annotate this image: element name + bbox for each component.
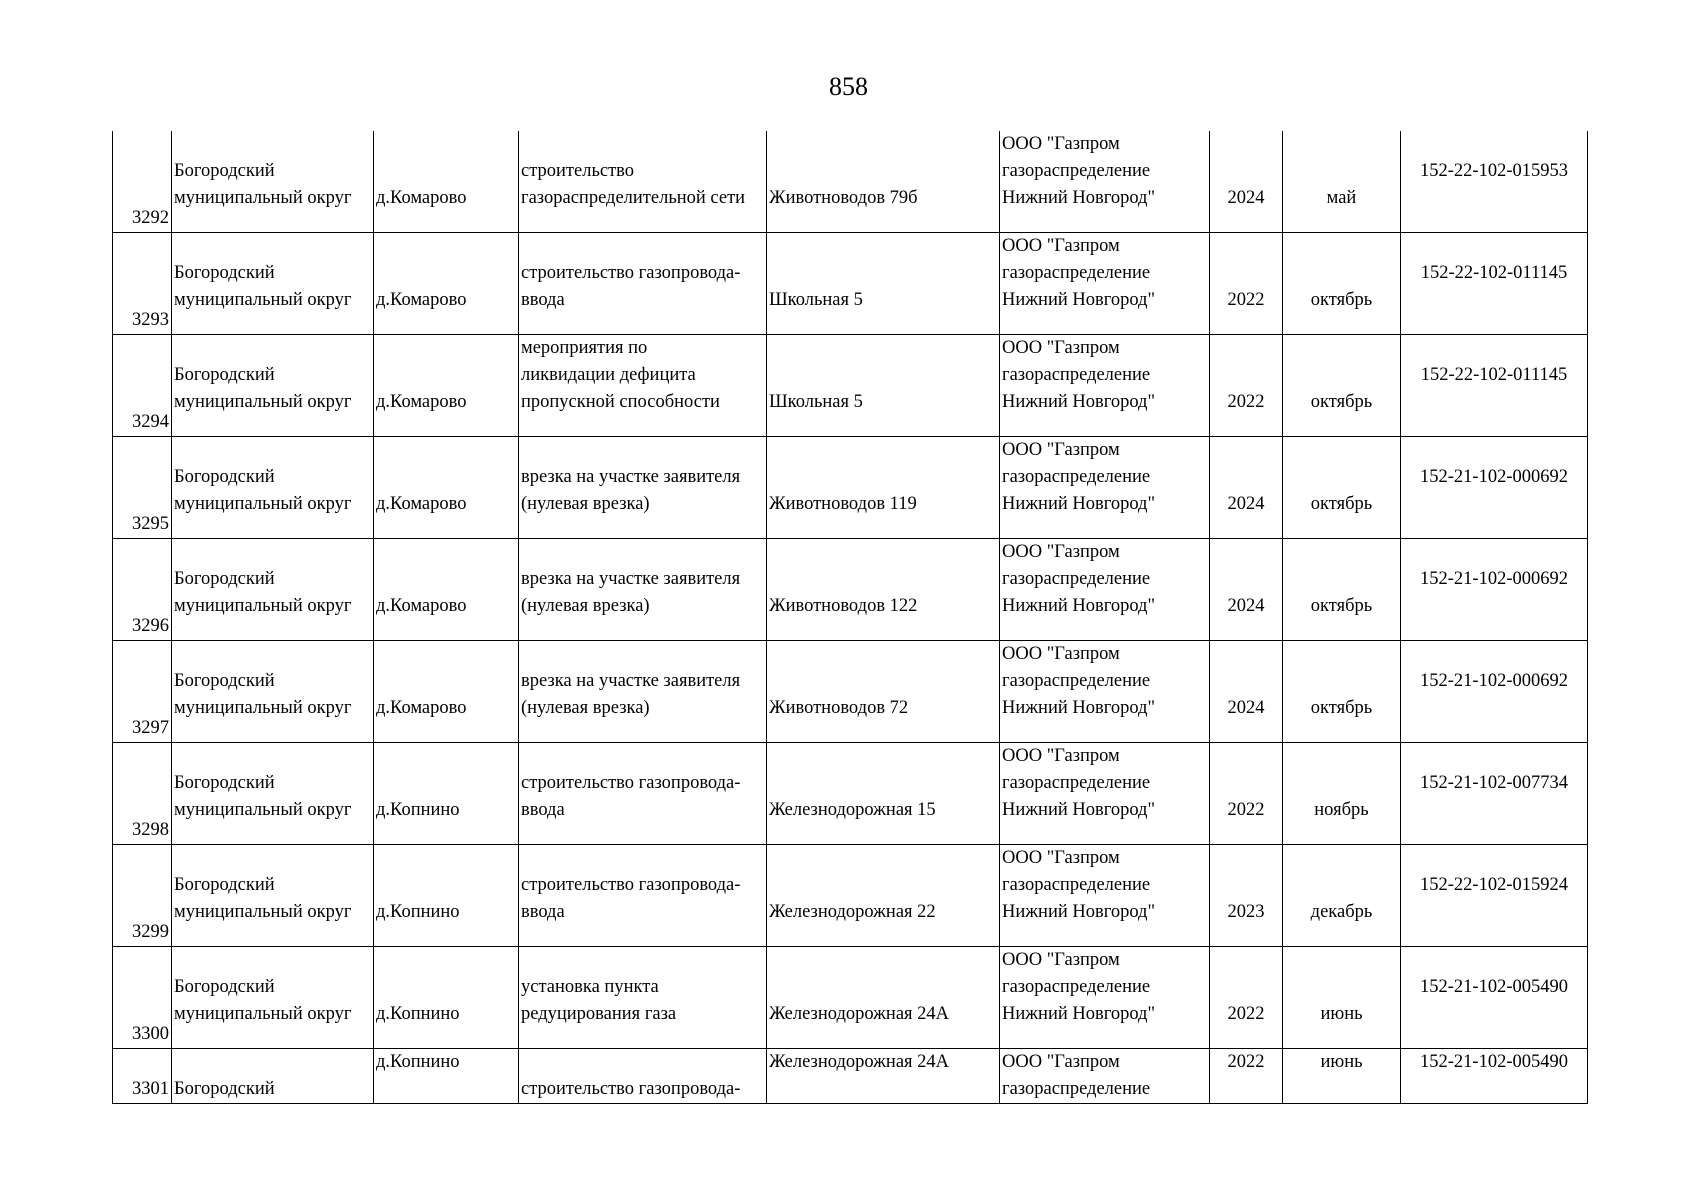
organization-cell-line: Нижний Новгород" [1002, 392, 1156, 412]
organization-cell [1000, 437, 1210, 539]
row-number: 3297 [113, 641, 172, 743]
work-type-cell-line: строительство газопровода- [521, 1079, 741, 1099]
organization-cell-line: ООО "Газпром [1002, 542, 1120, 562]
table-row [113, 947, 1588, 1049]
organization-cell [1000, 947, 1210, 1049]
organization-cell [1000, 539, 1210, 641]
region-cell-line: муниципальный округ [174, 902, 352, 922]
region-cell [172, 437, 374, 539]
row-number: 3294 [113, 335, 172, 437]
organization-cell-line: Нижний Новгород" [1002, 596, 1156, 616]
month-cell: октябрь [1283, 641, 1401, 743]
code-cell: 152-21-102-000692 [1401, 641, 1588, 743]
work-type-cell-line: (нулевая врезка) [521, 494, 650, 514]
region-cell-line: муниципальный округ [174, 800, 352, 820]
address-cell: Железнодорожная 24А [767, 1049, 1000, 1104]
code-cell: 152-21-102-007734 [1401, 743, 1588, 845]
work-type-cell [519, 743, 767, 845]
organization-cell-line: Нижний Новгород" [1002, 494, 1156, 514]
region-cell [172, 131, 374, 233]
table-body [113, 131, 1588, 1104]
work-type-cell [519, 539, 767, 641]
work-type-cell-line: ликвидации дефицита [521, 365, 696, 385]
organization-cell-line: Нижний Новгород" [1002, 902, 1156, 922]
organization-cell-line: Нижний Новгород" [1002, 1004, 1156, 1024]
work-type-cell-line: мероприятия по [521, 338, 648, 358]
work-type-cell [519, 233, 767, 335]
row-number: 3301 [113, 1049, 172, 1104]
organization-cell-line: газораспределение [1002, 773, 1151, 793]
work-type-cell-line: установка пункта [521, 977, 659, 997]
region-cell-line: Богородский [174, 977, 275, 997]
year-cell: 2024 [1210, 437, 1283, 539]
work-type-cell [519, 947, 767, 1049]
work-type-cell-line: врезка на участке заявителя [521, 569, 741, 589]
organization-cell [1000, 845, 1210, 947]
region-cell [172, 335, 374, 437]
organization-cell-line: ООО "Газпром [1002, 1052, 1120, 1072]
work-type-cell [519, 1049, 767, 1104]
work-type-cell [519, 437, 767, 539]
region-cell [172, 947, 374, 1049]
code-cell: 152-22-102-011145 [1401, 233, 1588, 335]
table-row [113, 743, 1588, 845]
village-cell: д.Копнино [374, 743, 519, 845]
code-cell: 152-21-102-005490 [1401, 947, 1588, 1049]
code-cell: 152-21-102-005490 [1401, 1049, 1588, 1104]
organization-cell-line: ООО "Газпром [1002, 338, 1120, 358]
month-cell: декабрь [1283, 845, 1401, 947]
address-cell: Школьная 5 [767, 233, 1000, 335]
region-cell [172, 641, 374, 743]
month-cell: октябрь [1283, 335, 1401, 437]
month-cell: май [1283, 131, 1401, 233]
organization-cell-line: газораспределение [1002, 467, 1151, 487]
table-row [113, 335, 1588, 437]
region-cell-line: муниципальный округ [174, 290, 352, 310]
work-type-cell [519, 131, 767, 233]
region-cell-line: муниципальный округ [174, 188, 352, 208]
work-type-cell [519, 335, 767, 437]
address-cell: Животноводов 119 [767, 437, 1000, 539]
work-type-cell-line: (нулевая врезка) [521, 596, 650, 616]
month-cell: октябрь [1283, 539, 1401, 641]
row-number: 3292 [113, 131, 172, 233]
organization-cell-line: газораспределение [1002, 365, 1151, 385]
region-cell [172, 539, 374, 641]
year-cell: 2022 [1210, 335, 1283, 437]
work-type-cell-line: редуцирования газа [521, 1004, 677, 1024]
region-cell-line: Богородский [174, 773, 275, 793]
registry-table [112, 131, 1588, 1104]
village-cell: д.Комарово [374, 641, 519, 743]
village-cell: д.Комарово [374, 437, 519, 539]
row-number: 3293 [113, 233, 172, 335]
address-cell: Железнодорожная 22 [767, 845, 1000, 947]
work-type-cell [519, 641, 767, 743]
region-cell-line: муниципальный округ [174, 1004, 352, 1024]
year-cell: 2024 [1210, 641, 1283, 743]
organization-cell [1000, 131, 1210, 233]
village-cell: д.Комарово [374, 233, 519, 335]
work-type-cell-line: врезка на участке заявителя [521, 671, 741, 691]
organization-cell-line: Нижний Новгород" [1002, 290, 1156, 310]
work-type-cell-line: газораспределительной сети [521, 188, 746, 208]
year-cell: 2022 [1210, 233, 1283, 335]
organization-cell-line: ООО "Газпром [1002, 950, 1120, 970]
organization-cell-line: ООО "Газпром [1002, 134, 1120, 154]
address-cell: Животноводов 72 [767, 641, 1000, 743]
work-type-cell-line: (нулевая врезка) [521, 698, 650, 718]
organization-cell-line: газораспределение [1002, 569, 1151, 589]
village-cell: д.Комарово [374, 131, 519, 233]
row-number: 3299 [113, 845, 172, 947]
code-cell: 152-22-102-015924 [1401, 845, 1588, 947]
month-cell: ноябрь [1283, 743, 1401, 845]
organization-cell-line: Нижний Новгород" [1002, 188, 1156, 208]
work-type-cell-line: врезка на участке заявителя [521, 467, 741, 487]
organization-cell-line: ООО "Газпром [1002, 848, 1120, 868]
code-cell: 152-22-102-015953 [1401, 131, 1588, 233]
work-type-cell [519, 845, 767, 947]
address-cell: Животноводов 122 [767, 539, 1000, 641]
organization-cell-line: газораспределение [1002, 671, 1151, 691]
work-type-cell-line: ввода [521, 902, 565, 922]
page-number: 858 [829, 72, 868, 101]
region-cell-line: Богородский [174, 569, 275, 589]
address-cell: Школьная 5 [767, 335, 1000, 437]
work-type-cell-line: строительство газопровода- [521, 875, 741, 895]
village-cell: д.Комарово [374, 539, 519, 641]
year-cell: 2022 [1210, 1049, 1283, 1104]
village-cell: д.Копнино [374, 947, 519, 1049]
organization-cell-line: газораспределение [1002, 161, 1151, 181]
organization-cell-line: ООО "Газпром [1002, 746, 1120, 766]
work-type-cell-line: строительство газопровода- [521, 263, 741, 283]
organization-cell-line: ООО "Газпром [1002, 440, 1120, 460]
organization-cell-line: газораспределение [1002, 1079, 1151, 1099]
region-cell [172, 743, 374, 845]
region-cell [172, 845, 374, 947]
row-number: 3298 [113, 743, 172, 845]
region-cell-line: муниципальный округ [174, 698, 352, 718]
village-cell: д.Копнино [374, 845, 519, 947]
region-cell-line: муниципальный округ [174, 494, 352, 514]
organization-cell-line: газораспределение [1002, 263, 1151, 283]
month-cell: июнь [1283, 1049, 1401, 1104]
organization-cell-line: ООО "Газпром [1002, 236, 1120, 256]
year-cell: 2024 [1210, 131, 1283, 233]
year-cell: 2022 [1210, 743, 1283, 845]
work-type-cell-line: пропускной способности [521, 392, 720, 412]
year-cell: 2022 [1210, 947, 1283, 1049]
work-type-cell-line: строительство газопровода- [521, 773, 741, 793]
region-cell-line: Богородский [174, 263, 275, 283]
region-cell-line: Богородский [174, 365, 275, 385]
region-cell [172, 233, 374, 335]
table-row [113, 641, 1588, 743]
village-cell: д.Комарово [374, 335, 519, 437]
address-cell: Животноводов 79б [767, 131, 1000, 233]
organization-cell-line: газораспределение [1002, 875, 1151, 895]
table-row [113, 437, 1588, 539]
address-cell: Железнодорожная 15 [767, 743, 1000, 845]
region-cell-line: Богородский [174, 875, 275, 895]
year-cell: 2024 [1210, 539, 1283, 641]
region-cell-line: Богородский [174, 467, 275, 487]
region-cell-line: Богородский [174, 1079, 275, 1099]
address-cell: Железнодорожная 24А [767, 947, 1000, 1049]
work-type-cell-line: ввода [521, 290, 565, 310]
table-row [113, 845, 1588, 947]
region-cell-line: муниципальный округ [174, 392, 352, 412]
code-cell: 152-21-102-000692 [1401, 539, 1588, 641]
code-cell: 152-21-102-000692 [1401, 437, 1588, 539]
organization-cell-line: Нижний Новгород" [1002, 800, 1156, 820]
village-cell: д.Копнино [374, 1049, 519, 1104]
table-row [113, 233, 1588, 335]
row-number: 3295 [113, 437, 172, 539]
organization-cell-line: Нижний Новгород" [1002, 698, 1156, 718]
month-cell: октябрь [1283, 437, 1401, 539]
row-number: 3296 [113, 539, 172, 641]
region-cell-line: Богородский [174, 161, 275, 181]
region-cell-line: муниципальный округ [174, 596, 352, 616]
table-row [113, 1049, 1588, 1104]
organization-cell-line: ООО "Газпром [1002, 644, 1120, 664]
month-cell: октябрь [1283, 233, 1401, 335]
organization-cell [1000, 641, 1210, 743]
organization-cell [1000, 743, 1210, 845]
organization-cell [1000, 335, 1210, 437]
work-type-cell-line: строительство [521, 161, 635, 181]
organization-cell [1000, 1049, 1210, 1104]
row-number: 3300 [113, 947, 172, 1049]
code-cell: 152-22-102-011145 [1401, 335, 1588, 437]
table-row [113, 131, 1588, 233]
region-cell-line: Богородский [174, 671, 275, 691]
table-row [113, 539, 1588, 641]
region-cell [172, 1049, 374, 1104]
organization-cell [1000, 233, 1210, 335]
year-cell: 2023 [1210, 845, 1283, 947]
month-cell: июнь [1283, 947, 1401, 1049]
organization-cell-line: газораспределение [1002, 977, 1151, 997]
work-type-cell-line: ввода [521, 800, 565, 820]
